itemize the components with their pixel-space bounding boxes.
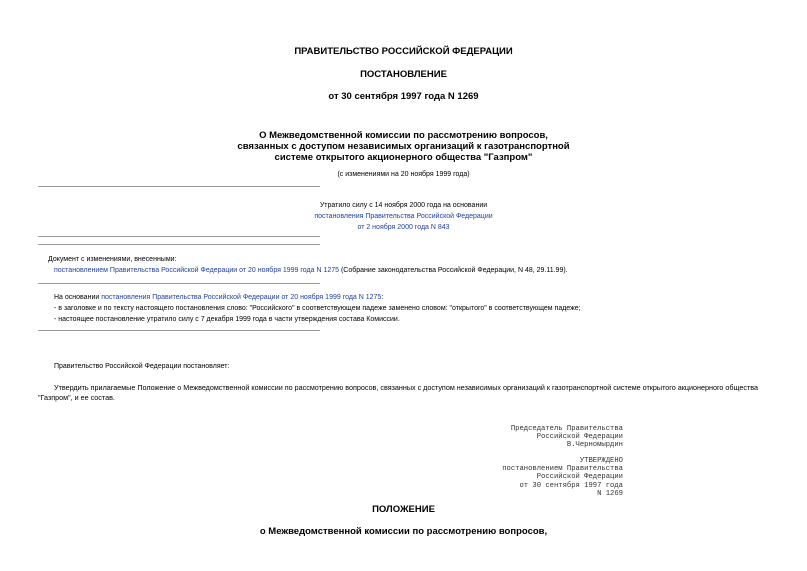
title-line-1: О Межведомственной комиссии по рассмотрению вопросов, — [259, 130, 548, 141]
expired-basis-link[interactable]: постановления Правительства Российской Федерации — [314, 213, 493, 220]
expired-basis-link-date[interactable]: от 2 ноября 2000 года N 843 — [357, 224, 450, 231]
basis-link[interactable]: постановления Правительства Российской Федерации от 20 ноября 1999 года N 1275 — [101, 294, 382, 301]
changes-source: (Собрание законодательства Российской Федерации, N 48, 29.11.99). — [339, 267, 568, 274]
approved-block — [420, 457, 623, 498]
signature-name: В.Черномырдин — [566, 441, 623, 450]
basis-suffix: : — [381, 294, 384, 301]
changes-intro: Документ с изменениями, внесенными: — [48, 256, 177, 263]
regulation-heading: ПОЛОЖЕНИЕ — [372, 504, 435, 515]
signature-block — [420, 425, 623, 450]
amendment-note: (с изменениями на 20 ноября 1999 года) — [337, 171, 470, 178]
divider — [38, 283, 320, 284]
regulation-subheading: о Межведомственной комиссии по рассмотрению вопросов, — [259, 526, 548, 537]
divider — [38, 236, 320, 237]
resolves-text: Правительство Российской Федерации постановляет: — [54, 363, 230, 370]
approved-line-5: N 1269 — [597, 489, 623, 498]
changes-link[interactable]: постановлением Правительства Российской Федерации от 20 ноября 1999 года N 1275 — [54, 267, 340, 274]
title-line-2: связанных с доступом независимых организаций к газотранспортной — [237, 141, 570, 152]
approved-line-2: постановлением Правительства — [502, 465, 623, 474]
approved-label: УТВЕРЖДЕНО — [579, 457, 623, 465]
changes-line — [54, 267, 568, 274]
expired-block — [0, 200, 807, 233]
approved-line-4: от 30 сентября 1997 года — [519, 481, 623, 490]
document-date-number: от 30 сентября 1997 года N 1269 — [328, 91, 479, 102]
approved-line-3: Российской Федерации — [536, 473, 623, 482]
basis-item-2: - настоящее постановление утратило силу с 7 декабря 1999 года в части утверждения состава Комиссии. — [54, 316, 400, 323]
government-name: ПРАВИТЕЛЬСТВО РОССИЙСКОЙ ФЕДЕРАЦИИ — [294, 46, 513, 57]
divider — [38, 244, 320, 245]
signature-country: Российской Федерации — [536, 433, 623, 442]
basis-prefix: На основании — [54, 294, 102, 301]
basis-item-1: - в заголовке и по тексту настоящего постановления слово: "Российского" в соответствующем падеже заменено словом: "открытого" в соответствующем падеже; — [54, 305, 581, 312]
signature-position: Председатель Правительства — [510, 425, 623, 433]
expired-text: Утратило силу с 14 ноября 2000 года на основании — [319, 202, 488, 209]
title-line-3: системе открытого акционерного общества "Газпром" — [274, 152, 533, 163]
basis-line — [54, 294, 383, 301]
divider — [38, 330, 320, 331]
approve-paragraph: Утвердить прилагаемые Положение о Межведомственной комиссии по рассмотрению вопросов, связанных с доступом независимых организаций к газотранспортной системе открытого акционерного общества "Газпром", и ее состав. — [38, 383, 758, 402]
document-type: ПОСТАНОВЛЕНИЕ — [360, 69, 447, 80]
divider — [38, 186, 320, 187]
document-title — [0, 130, 807, 163]
